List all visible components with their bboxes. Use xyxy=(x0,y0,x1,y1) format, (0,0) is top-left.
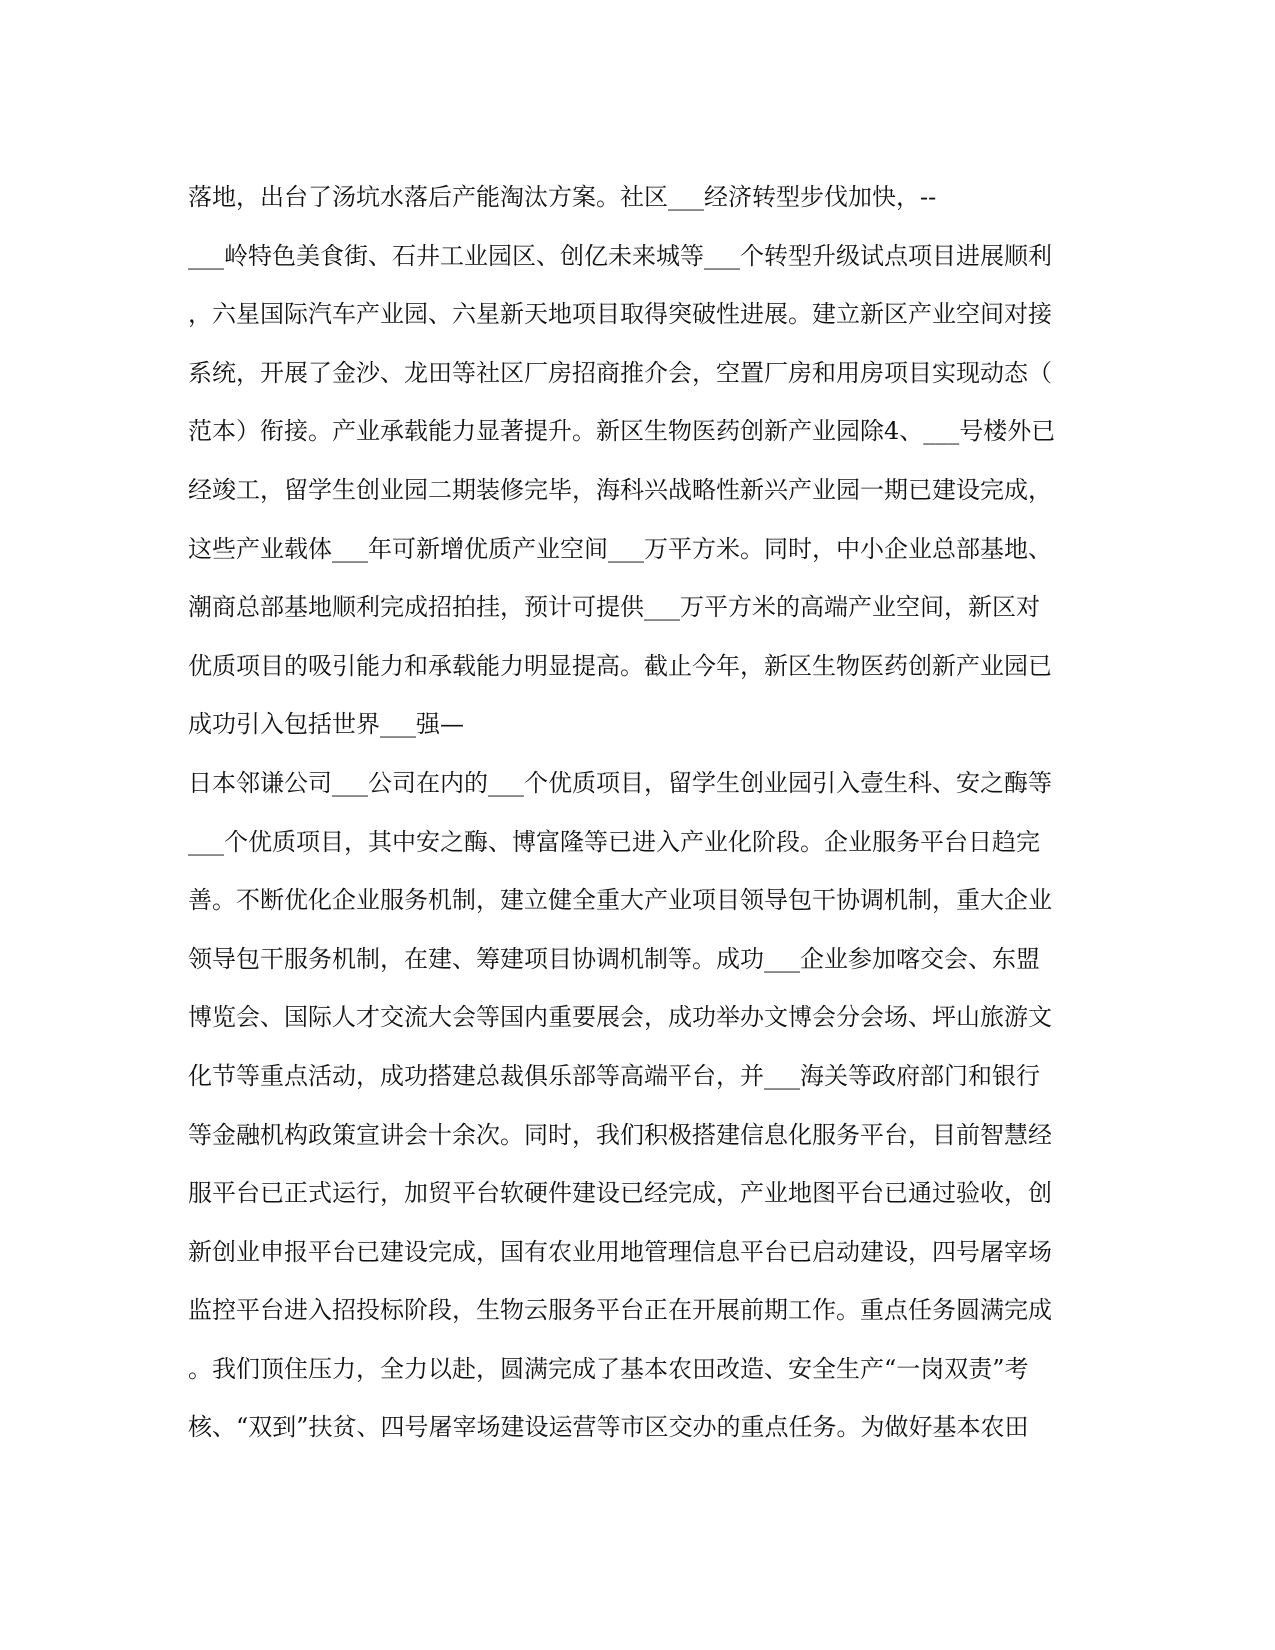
document-body xyxy=(188,168,1088,1457)
text-line-8: 潮商总部基地顺利完成招拍挂，预计可提供___万平方米的高端产业空间，新区对 xyxy=(188,593,1040,622)
text-line-15: 博览会、国际人才交流大会等国内重要展会，成功举办文博会分会场、坪山旅游文 xyxy=(188,1003,1052,1032)
text-line-13: 善。不断优化企业服务机制，建立健全重大产业项目领导包干协调机制，重大企业 xyxy=(188,886,1052,915)
text-line-16: 化节等重点活动，成功搭建总裁俱乐部等高端平台，并___海关等政府部门和银行 xyxy=(188,1061,1040,1090)
text-line-4: 系统，开展了金沙、龙田等社区厂房招商推介会，空置厂房和用房项目实现动态（ xyxy=(188,358,1052,387)
text-line-11: 日本邻谦公司___公司在内的___个优质项目，留学生创业园引入壹生科、安之酶等 xyxy=(188,768,1052,797)
text-line-7: 这些产业载体___年可新增优质产业空间___万平方米。同时，中小企业总部基地、 xyxy=(188,534,1052,563)
text-line-20: 监控平台进入招投标阶段，生物云服务平台正在开展前期工作。重点任务圆满完成 xyxy=(188,1296,1052,1325)
text-line-2: ___岭特色美食街、石井工业园区、创亿未来城等___个转型升级试点项目进展顺利 xyxy=(188,241,1052,270)
text-line-9: 优质项目的吸引能力和承载能力明显提高。截止今年，新区生物医药创新产业园已 xyxy=(188,651,1052,680)
text-line-1: 落地，出台了汤坑水落后产能淘汰方案。社区___经济转型步伐加快，-- xyxy=(188,183,937,211)
text-line-3: ，六星国际汽车产业园、六星新天地项目取得突破性进展。建立新区产业空间对接 xyxy=(188,300,1052,329)
text-line-10: 成功引入包括世界___强— xyxy=(188,710,464,739)
text-line-22: 核、“双到”扶贫、四号屠宰场建设运营等市区交办的重点任务。为做好基本农田 xyxy=(188,1413,1029,1442)
text-line-17: 等金融机构政策宣讲会十余次。同时，我们积极搭建信息化服务平台，目前智慧经 xyxy=(188,1120,1052,1149)
text-line-21: 。我们顶住压力，全力以赴，圆满完成了基本农田改造、安全生产“一岗双责”考 xyxy=(188,1354,1029,1383)
text-line-19: 新创业申报平台已建设完成，国有农业用地管理信息平台已启动建设，四号屠宰场 xyxy=(188,1237,1052,1266)
text-line-5: 范本）衔接。产业承载能力显著提升。新区生物医药创新产业园除4、___号楼外已 xyxy=(188,417,1056,446)
text-line-6: 经竣工，留学生创业园二期装修完毕，海科兴战略性新兴产业园一期已建设完成， xyxy=(188,475,1052,504)
text-line-12: ___个优质项目，其中安之酶、博富隆等已进入产业化阶段。企业服务平台日趋完 xyxy=(188,827,1040,856)
text-line-18: 服平台已正式运行，加贸平台软硬件建设已经完成，产业地图平台已通过验收，创 xyxy=(188,1179,1052,1208)
text-line-14: 领导包干服务机制，在建、筹建项目协调机制等。成功___企业参加喀交会、东盟 xyxy=(188,944,1040,973)
